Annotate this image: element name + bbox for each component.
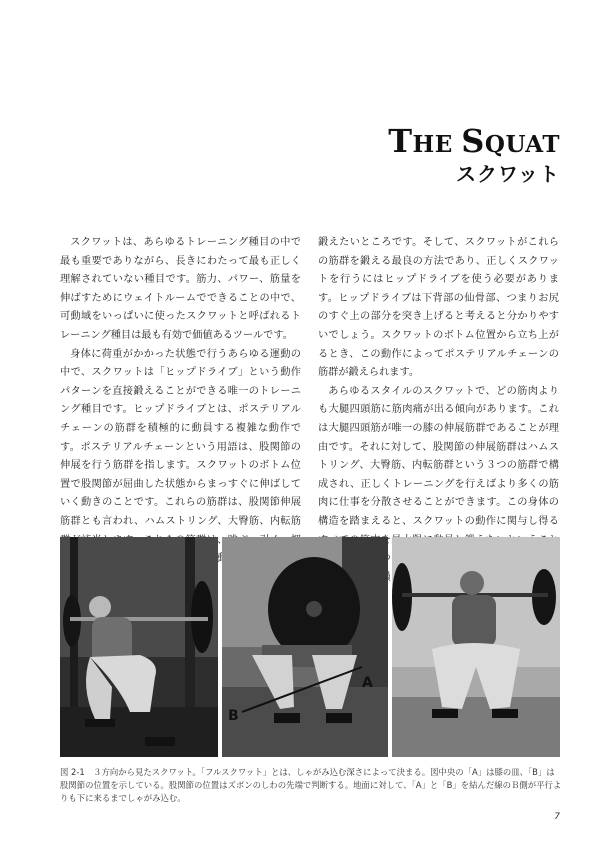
page-number: 7 [554,812,560,822]
body-paragraph: あらゆるスタイルのスクワットで、どの筋肉よりも大腿四頭筋に筋肉痛が出る傾向があります。これは大腿四頭筋が唯一の膝の伸展筋群であることが理由です。それに対して、股関節の伸展筋群はハムストリング、大臀筋、内転筋群という３つの筋群で構成され、正しくトレーニングを行えばより多くの筋肉に仕事を分散させることができます。この身体の構造を踏まえると、スクワットの動作に関与し得る [318,385,559,527]
chapter-title-japanese: スクワット [456,162,560,186]
figure-photo-strip [60,537,560,757]
squat-photo-back-view [392,537,560,757]
body-paragraph: 鍛えたいところです。そして、スクワットがこれらの筋群を鍛える最良の方法であり、正しくスクワットを行うにはヒップドライブを使う必要があります。ヒップドライブは下背部の仙骨部、つまりお尻のすぐ上の部分を突き上げると考えると分かりやすいでしょう。スクワットのボトム位置から立ち上がるとき、この動作によってポステリアルチェーンの筋群が鍛えられます。 [318,237,559,379]
squat-photo-side-view [60,537,218,757]
figure-label-b: B [228,708,239,724]
figure-label-a: A [362,675,373,691]
body-paragraph: 身体に荷重がかかった状態で行うあらゆる運動の中で、スクワットは「ヒップドライブ」という動作パターンを直接鍛えることができる唯一のトレーニング種目です。ヒップドライブとは、ポステリアルチェーンの筋群を積極的に動員する複雑な動作です。ポステリアルチェーンという用語は、股関節の伸展を行う筋群を指します。スクワットのボトム位置で股関節が屈曲した状態からまっすぐに伸ばしていく動きのことです。これらの筋群は、股関節伸展筋群とも言われ、ハムストリング、大臀筋、内転筋 [60,348,301,527]
figure-caption: 図 2-1 ３方向から見たスクワット。「フルスクワット」とは、しゃがみ込む深さによって決まる。図中央の「A」は膝の皿、「B」は股関節の位置を示している。股関節の位置はズボンのしわの先端で判断する。地面に対して、「A」と「B」を結んだ線のＢ側が平行よりも下に来るまでしゃがみ込む。 [60,767,562,803]
body-paragraph: スクワットは、あらゆるトレーニング種目の中で最も重要でありながら、長きにわたって最も正しく理解されていない種目です。筋力、パワー、筋量を伸ばすためにウェイトルームでできることの中で、可動域をいっぱいに使ったスクワットと呼ばれるトレーニング種目は最も有効で価値あるツールです。 [60,237,301,341]
body-column-left [60,234,301,587]
squat-photo-front-view [222,537,388,757]
chapter-title-english [388,122,560,160]
title-letters: QUAT [484,131,560,158]
title-letters: HE [412,131,462,158]
title-letter: T [388,122,413,160]
title-letter: S [461,122,485,160]
